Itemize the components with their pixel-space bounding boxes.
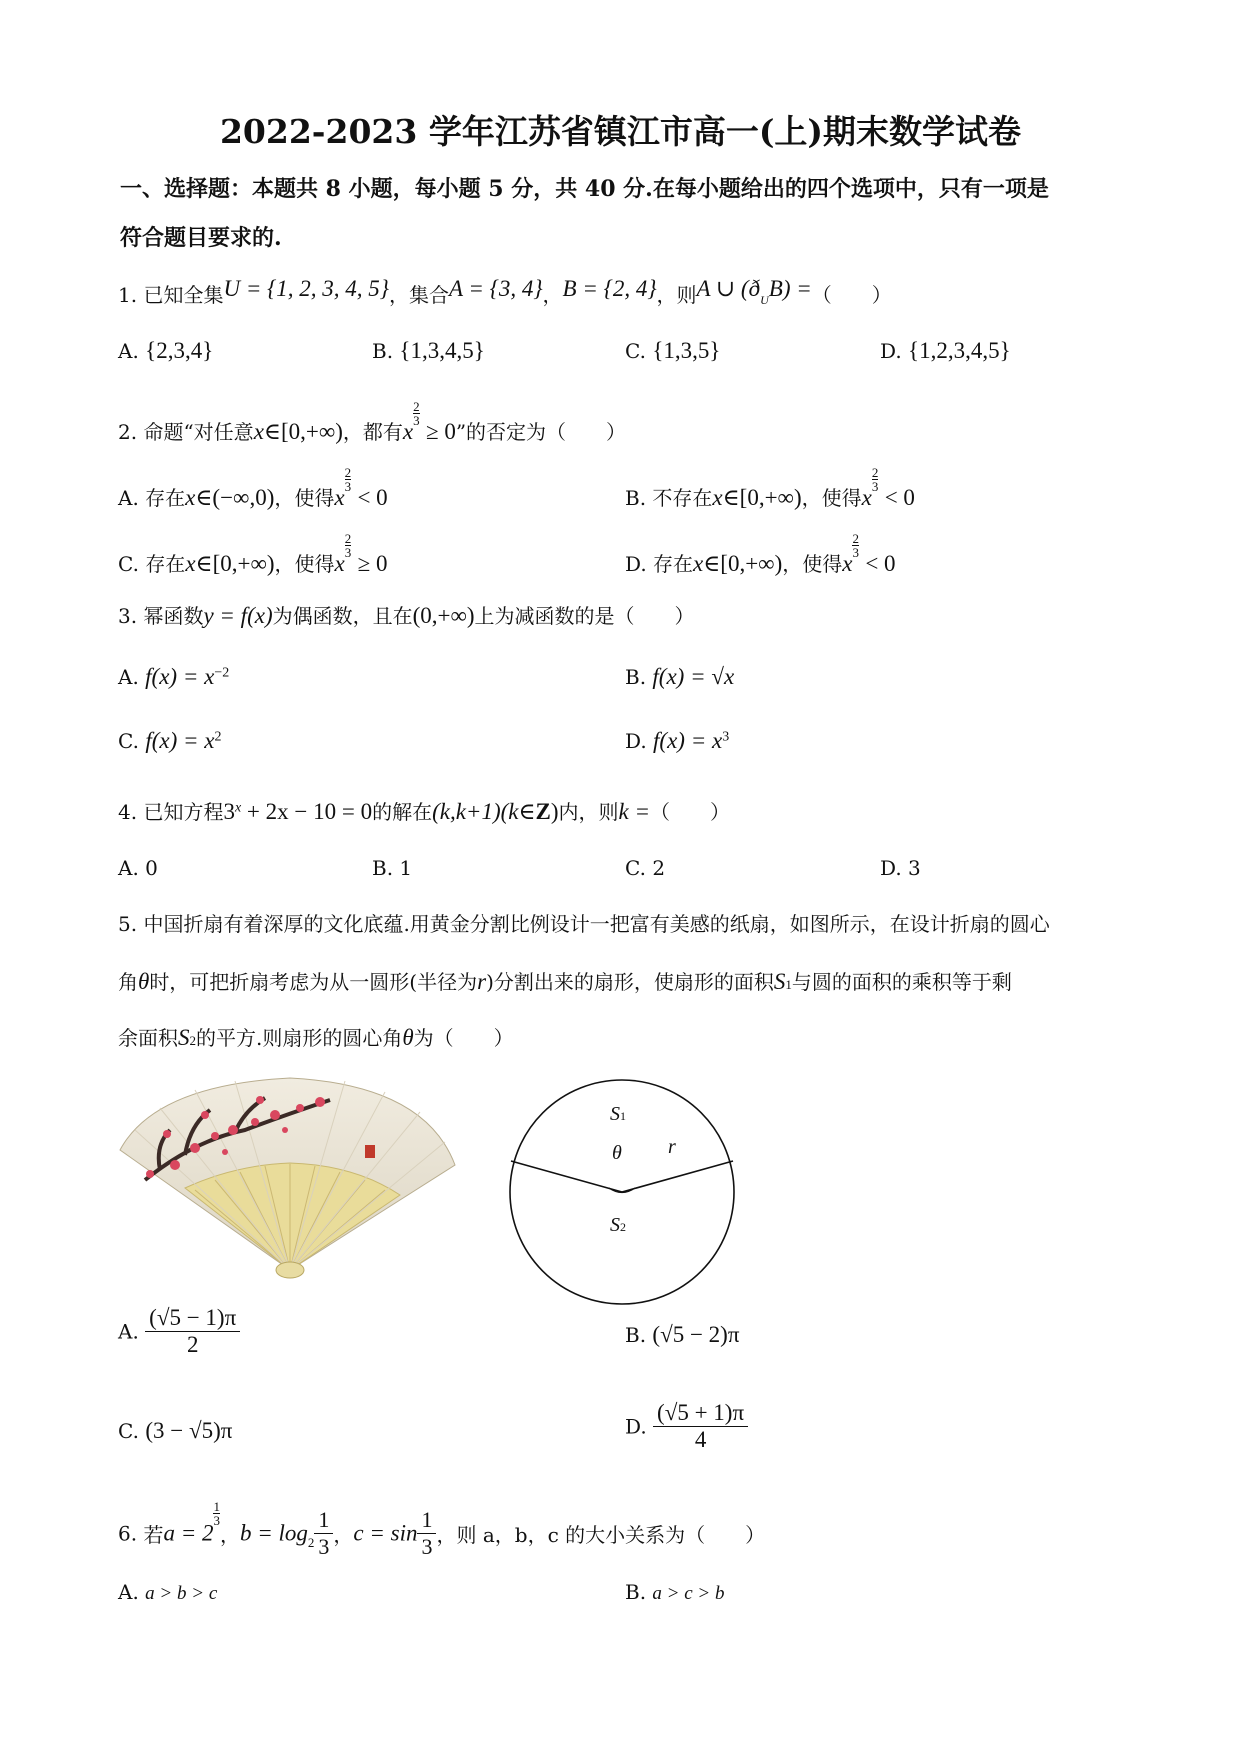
question-text: ， [542, 283, 563, 307]
exponent-denominator: 3 [413, 413, 420, 428]
option-label: A. [118, 1319, 139, 1344]
fraction-denominator: 2 [186, 1332, 199, 1357]
q1-option-a[interactable] [118, 338, 213, 364]
q4-option-b[interactable] [372, 856, 412, 880]
section-header-line1: 一、选择题：本题共 8 小题，每小题 5 分，共 40 分.在每小题给出的四个选项中，只有一项是 [120, 176, 1049, 202]
fraction-numerator: 1 [314, 1507, 333, 1534]
question-5-line1 [118, 908, 1050, 937]
q2-option-a[interactable] [118, 466, 388, 511]
question-text: ”的否定为（ ） [455, 420, 627, 444]
angle-label-theta [612, 1142, 622, 1165]
option-value: a > b > c [145, 1583, 218, 1604]
question-number: 4. [118, 800, 138, 824]
question-text: )分割出来的扇形，使扇形的面积 [486, 970, 774, 994]
exponent-numerator: 2 [871, 465, 879, 480]
expression: c = sin [353, 1520, 418, 1546]
q1-option-b[interactable] [372, 338, 485, 364]
function-expression: y = f(x) [203, 603, 273, 628]
option-label: D. [880, 856, 902, 880]
exponent: 3 [722, 729, 730, 745]
question-2 [118, 400, 626, 445]
option-label: D. [625, 1414, 647, 1439]
question-1 [118, 276, 892, 308]
separator: ， [219, 1523, 240, 1547]
option-text: 存在 [145, 552, 186, 576]
q3-option-d[interactable] [625, 728, 729, 754]
question-text: 余面积 [118, 1026, 178, 1050]
q5-option-b[interactable] [625, 1322, 739, 1348]
q4-option-d[interactable] [880, 856, 921, 880]
option-value: 1 [399, 856, 413, 880]
option-label: D. [880, 339, 902, 363]
question-text: 中国折扇有着深厚的文化底蕴.用黄金分割比例设计一把富有美感的纸扇，如图所示，在设计折扇的圆心 [143, 912, 1050, 936]
relation: < 0 [884, 485, 915, 510]
question-text: ，都有 [342, 420, 403, 444]
option-text: 存在 [145, 486, 186, 510]
power-exponent [872, 466, 879, 493]
fraction-numerator: (√5 − 1)π [145, 1305, 240, 1332]
fraction-denominator: 4 [694, 1427, 707, 1452]
question-text: 若 [143, 1523, 164, 1547]
answer-paren: （ ） [811, 283, 892, 307]
fraction-denominator: 3 [421, 1534, 433, 1559]
symbol: ∈ [195, 551, 213, 576]
option-value: {1,3,4,5} [399, 338, 485, 363]
symbol: ) [550, 799, 559, 824]
exponent: 2 [214, 729, 222, 745]
option-text: 不存在 [652, 486, 713, 510]
question-text: 已知方程 [143, 800, 224, 824]
option-value: (√5 − 2)π [652, 1322, 740, 1347]
section-header-line2: 符合题目要求的. [120, 225, 282, 251]
option-label: A. [118, 486, 139, 510]
option-value: 3 [908, 856, 921, 880]
question-text: 为偶函数，且在 [272, 604, 413, 628]
fraction [314, 1507, 333, 1560]
question-4 [118, 796, 730, 825]
option-expression: f(x) = x [653, 728, 723, 753]
area-symbol: S [773, 969, 786, 994]
question-text: ，则 a，b，c 的大小关系为（ ） [436, 1523, 766, 1547]
radius-symbol: r [477, 969, 487, 994]
theta-symbol: θ [138, 969, 150, 994]
question-number: 6. [118, 1521, 138, 1546]
interval: (0,+∞) [412, 603, 475, 628]
question-number: 1. [118, 283, 138, 307]
expression: a = 2 [163, 1520, 214, 1546]
interval: [0,+∞) [720, 551, 783, 576]
set-a: A = {3, 4} [448, 276, 543, 301]
option-value: {1,3,5} [652, 338, 721, 363]
option-value: {2,3,4} [145, 338, 214, 363]
set-u: U = {1, 2, 3, 4, 5} [223, 276, 389, 301]
q3-option-c[interactable] [118, 728, 221, 754]
variable: x [693, 551, 704, 576]
power-exponent [345, 532, 352, 559]
q5-option-c[interactable] [118, 1418, 232, 1444]
question-text: 时，可把折扇考虑为从一圆形(半径为 [149, 970, 478, 994]
q2-option-d[interactable] [625, 532, 896, 577]
power-base: x [842, 551, 853, 576]
variable: x [253, 419, 264, 444]
radius-label-r [668, 1136, 676, 1159]
q2-option-b[interactable] [625, 466, 915, 511]
q1-option-d[interactable] [880, 338, 1011, 364]
power-exponent [413, 400, 420, 427]
variable: x [185, 551, 196, 576]
question-text: 上为减函数的是（ ） [474, 604, 695, 628]
option-fraction [145, 1305, 240, 1358]
option-expression: f(x) = x [145, 728, 215, 753]
option-label: C. [118, 729, 139, 753]
integer-set: Z [535, 799, 551, 824]
expression: A ∪ (ð [696, 276, 761, 301]
option-value: {1,2,3,4,5} [908, 338, 1011, 363]
power-base: x [861, 485, 872, 510]
symbol: ∈ [703, 551, 721, 576]
q5-option-d[interactable] [625, 1400, 748, 1453]
question-5-line2 [118, 966, 1012, 995]
interval: [0,+∞) [280, 419, 343, 444]
option-fraction [653, 1400, 748, 1453]
option-label: C. [118, 1419, 139, 1443]
interval: [0,+∞) [212, 551, 275, 576]
option-label: A. [118, 856, 139, 880]
exponent-numerator: 2 [852, 531, 859, 546]
fraction-numerator: (√5 + 1)π [653, 1400, 748, 1427]
variable: k = [618, 799, 650, 824]
question-6 [118, 1500, 765, 1560]
symbol: ∈ [195, 485, 213, 510]
option-label: A. [118, 1580, 139, 1604]
exponent: x [234, 800, 242, 816]
equation: 3 [223, 799, 235, 824]
option-expression: f(x) = √x [652, 664, 735, 689]
radius-symbol: r [668, 1136, 676, 1158]
option-label: D. [625, 729, 647, 753]
equation: + 2x − 10 = 0 [241, 799, 373, 824]
exponent-denominator: 3 [344, 545, 352, 560]
option-text: ，使得 [274, 486, 335, 510]
power-exponent [345, 466, 352, 493]
option-value: 0 [145, 856, 158, 880]
question-5-line3 [118, 1022, 514, 1051]
q5-option-a[interactable] [118, 1305, 240, 1358]
option-label: C. [118, 552, 139, 576]
option-label: B. [372, 339, 394, 363]
symbol: ∈ [263, 419, 281, 444]
option-text: ，使得 [274, 552, 335, 576]
question-text: ，则 [656, 283, 697, 307]
subscript: 2 [307, 1535, 315, 1550]
theta-symbol: θ [402, 1025, 414, 1050]
fraction-numerator: 1 [417, 1507, 436, 1534]
variable: x [712, 485, 723, 510]
exponent: −2 [214, 665, 230, 681]
subscript: 2 [620, 1220, 626, 1234]
option-label: D. [625, 552, 647, 576]
exponent-numerator: 2 [344, 531, 352, 546]
power-base: x [334, 485, 345, 510]
page-title: 2022-2023 学年江苏省镇江市高一(上)期末数学试卷 [219, 112, 1022, 151]
option-text: ，使得 [782, 552, 843, 576]
theta-symbol: θ [612, 1142, 622, 1164]
power-base: x [402, 419, 414, 444]
exponent-denominator: 3 [344, 479, 352, 494]
power-base: x [334, 551, 345, 576]
fraction-denominator: 3 [318, 1534, 330, 1559]
power-exponent [852, 532, 859, 559]
relation: < 0 [865, 551, 896, 576]
relation: ≥ 0 [425, 419, 456, 444]
relation: < 0 [357, 485, 388, 510]
option-label: C. [625, 339, 646, 363]
option-label: B. [625, 1580, 647, 1604]
exponent-numerator: 2 [344, 465, 352, 480]
interval: (k,k+1)(k∈ [432, 799, 536, 824]
separator: ， [333, 1523, 354, 1547]
question-text: 角 [118, 970, 138, 994]
question-text: 幂函数 [143, 604, 204, 628]
option-expression: f(x) = x [145, 664, 215, 689]
question-text: 为（ ） [413, 1026, 514, 1050]
interval: (−∞,0) [212, 485, 275, 510]
q6-option-b[interactable] [625, 1580, 725, 1605]
q3-option-b[interactable] [625, 664, 734, 690]
question-number: 5. [118, 912, 138, 936]
option-label: A. [118, 665, 139, 689]
q6-option-a[interactable] [118, 1580, 217, 1605]
question-text: 已知全集 [143, 283, 224, 307]
option-label: B. [625, 1323, 647, 1347]
option-text: ，使得 [801, 486, 862, 510]
option-value: (3 − √5)π [145, 1418, 233, 1443]
question-text: 与圆的面积的乘积等于剩 [791, 970, 1012, 994]
question-text: 内，则 [558, 800, 619, 824]
subscript: 2 [189, 1033, 196, 1048]
option-label: B. [625, 486, 647, 510]
question-text: 的平方.则扇形的圆心角 [196, 1026, 403, 1050]
exponent-denominator: 3 [871, 479, 879, 494]
expression: B) = [768, 276, 812, 301]
option-label: B. [625, 665, 647, 689]
q3-option-a[interactable] [118, 664, 229, 690]
exponent-denominator: 3 [213, 1513, 220, 1528]
q4-option-c[interactable] [625, 856, 665, 880]
area-symbol: S [178, 1025, 190, 1050]
option-value: a > c > b [652, 1583, 725, 1604]
sector-label-s2 [610, 1214, 626, 1237]
option-label: B. [372, 856, 394, 880]
option-value: 2 [652, 856, 666, 880]
area-symbol: S [610, 1214, 620, 1236]
question-number: 2. [118, 420, 138, 444]
q2-option-c[interactable] [118, 532, 387, 577]
q4-option-a[interactable] [118, 856, 158, 880]
folding-fan-illustration [115, 1070, 460, 1280]
set-b: B = {2, 4} [562, 276, 657, 301]
exponent-numerator: 2 [413, 399, 420, 414]
option-label: A. [118, 339, 139, 363]
interval: [0,+∞) [739, 485, 802, 510]
variable: x [185, 485, 196, 510]
symbol: ∈ [722, 485, 740, 510]
subscript: U [760, 293, 769, 307]
subscript: 1 [620, 1109, 626, 1123]
option-text: 存在 [653, 552, 694, 576]
question-text: 命题“对任意 [143, 420, 254, 444]
fraction [417, 1507, 436, 1560]
subscript: 1 [785, 977, 792, 992]
question-text: ，集合 [388, 283, 449, 307]
answer-paren: （ ） [650, 800, 730, 824]
exponent-denominator: 3 [852, 545, 859, 560]
expression: b = log [239, 1520, 308, 1546]
area-symbol: S [610, 1103, 620, 1125]
option-label: C. [625, 856, 646, 880]
sector-label-s1 [610, 1103, 626, 1126]
relation: ≥ 0 [357, 551, 388, 576]
q1-option-c[interactable] [625, 338, 720, 364]
question-3 [118, 600, 695, 629]
question-number: 3. [118, 604, 138, 628]
exponent-numerator: 1 [213, 1499, 220, 1514]
question-text: 的解在 [372, 800, 433, 824]
